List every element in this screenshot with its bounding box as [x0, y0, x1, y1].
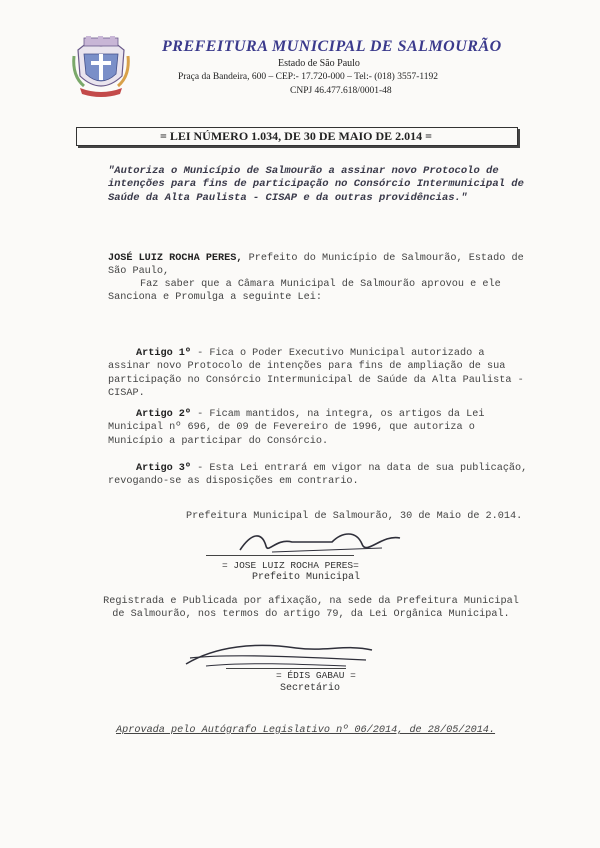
secretary-signature-name: = ÉDIS GABAU =: [276, 670, 356, 681]
municipal-crest-logo: [70, 36, 132, 98]
signature-line: [226, 668, 346, 669]
article-text: - Ficam mantidos, na integra, os artigos da Lei Municipal nº 696, de 09 de Fevereiro de 1996, que autoriza o Município a participar do Consórcio.: [108, 409, 485, 447]
org-name: PREFEITURA MUNICIPAL DE SALMOURÃO: [162, 38, 502, 55]
approval-note: Aprovada pelo Autógrafo Legislativo nº 06/2014, de 28/05/2014.: [116, 725, 496, 736]
secretary-signature-role: Secretário: [280, 683, 341, 694]
article-text: - Esta Lei entrará em vigor na data de sua publicação, revogando-se as disposições em contrario.: [108, 463, 528, 488]
signature-line: [206, 555, 354, 556]
mayor-text: Prefeito do Município de Salmourão, Estado de São Paulo,: [108, 253, 524, 278]
cnpj: CNPJ 46.477.618/0001-48: [290, 86, 392, 96]
mayor-signature-role: Prefeito Municipal: [252, 572, 361, 583]
article-text: - Fica o Poder Executivo Municipal autorizado a assinar novo Protocolo de intenções para fins de ampliação de sua participação no Consórcio Intermunicipal de Saúde da Alta Paulista - CISAP.: [108, 348, 524, 399]
mayor-signature-name: = JOSE LUIZ ROCHA PERES=: [222, 560, 359, 571]
secretary-signature: [176, 636, 386, 672]
mayor-name: JOSÉ LUIZ ROCHA PERES,: [108, 253, 243, 264]
law-title: = LEI NÚMERO 1.034, DE 30 DE MAIO DE 2.014 =: [159, 129, 433, 143]
state-name: Estado de São Paulo: [278, 58, 360, 69]
ementa: "Autoriza o Município de Salmourão a assinar novo Protocolo de intenções para fins de participação no Consórcio Intermunicipal de Saúde da Alta Paulista - CISAP e da outras providências.": [108, 165, 524, 204]
preamble-mayor: [108, 252, 532, 279]
address: Praça da Bandeira, 600 – CEP:- 17.720-000 – Tel:- (018) 3557-1192: [178, 72, 439, 82]
date-line: Prefeitura Municipal de Salmourão, 30 de Maio de 2.014.: [186, 511, 523, 522]
article-3: [108, 462, 532, 489]
article-1: [108, 347, 532, 400]
registration-note: Registrada e Publicada por afixação, na sede da Prefeitura Municipal de Salmourão, nos termos do artigo 79, da Lei Orgânica Municipal.: [103, 596, 519, 620]
article-label: Artigo 1º: [136, 348, 192, 359]
article-2: [108, 408, 532, 448]
preamble-enact: Faz saber que a Câmara Municipal de Salmourão aprovou e ele Sanciona e Promulga a seguinte Lei:: [108, 279, 501, 304]
article-label: Artigo 2º: [136, 409, 192, 420]
article-label: Artigo 3º: [136, 463, 192, 474]
